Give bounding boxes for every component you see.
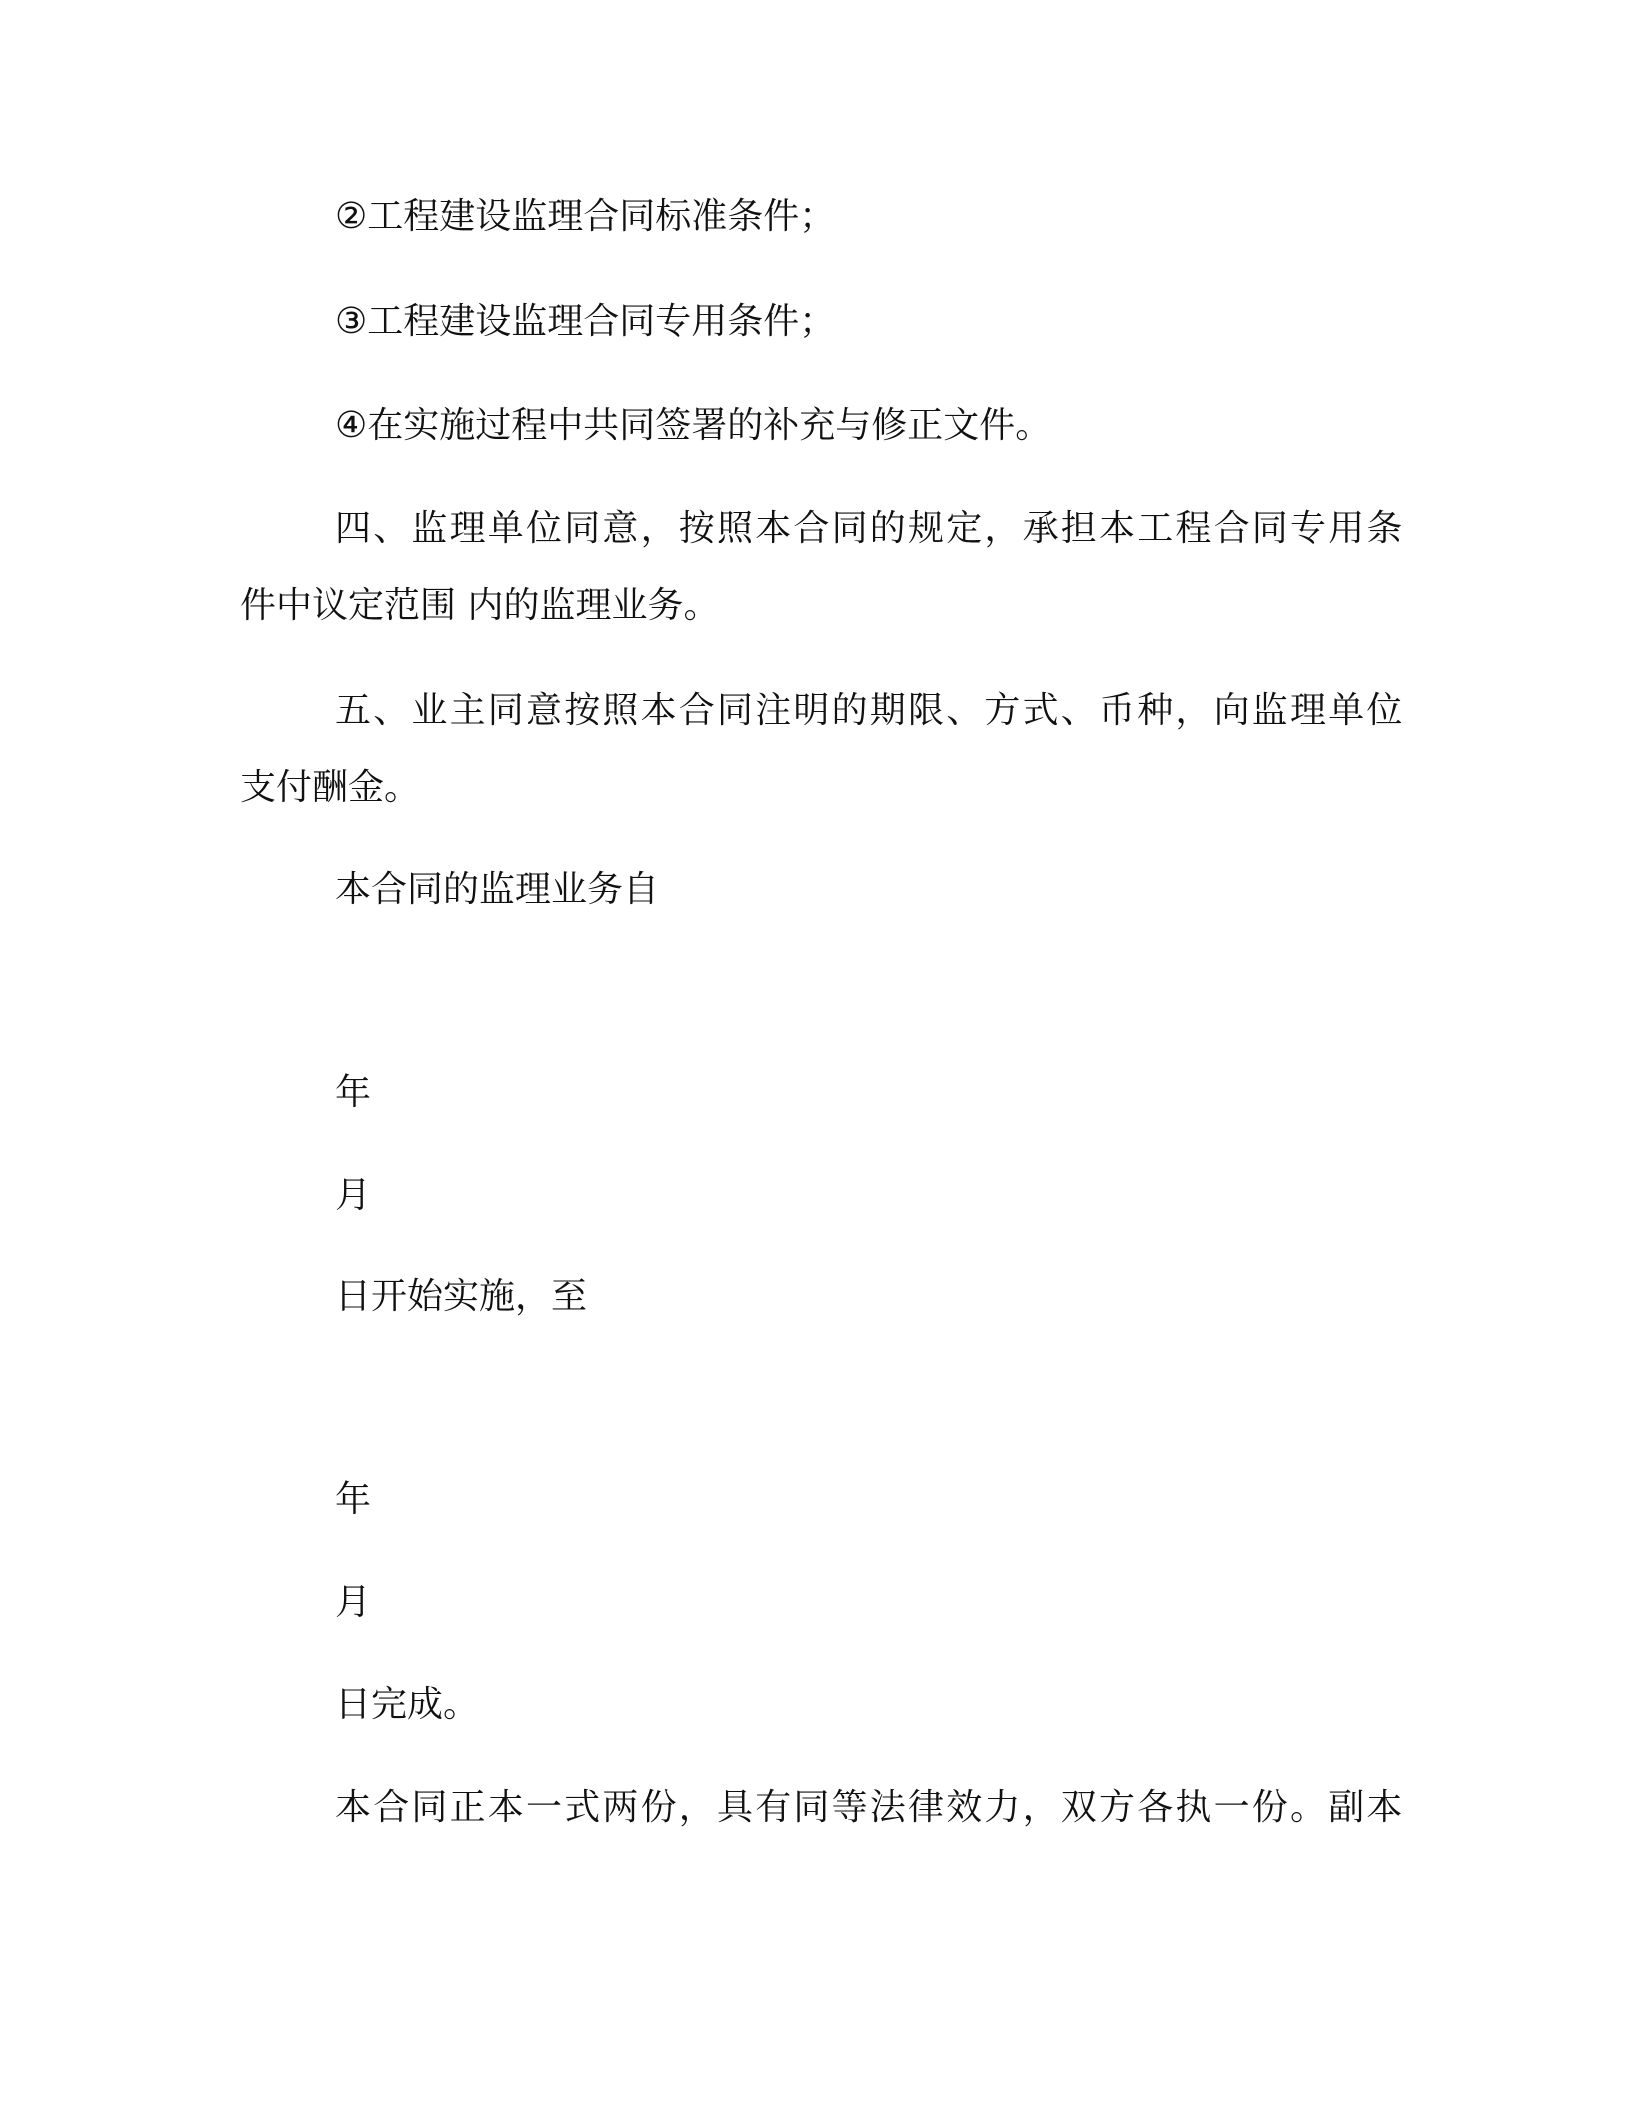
contract-item-4: ④在实施过程中共同签署的补充与修正文件。	[335, 405, 1052, 446]
clause-four-line-1: 四、监理单位同意，按照本合同的规定，承担本工程合同专用条	[335, 508, 1405, 549]
start-day-text: 日开始实施，至	[335, 1276, 588, 1317]
copies-clause-line: 本合同正本一式两份，具有同等法律效力，双方各执一份。副本	[335, 1787, 1405, 1828]
clause-five-line-2: 支付酬金。	[240, 767, 421, 808]
end-year-label: 年	[335, 1479, 372, 1520]
clause-four-line-2: 件中议定范围 内的监理业务。	[240, 585, 720, 626]
start-year-label: 年	[335, 1072, 372, 1113]
contract-item-3: ③工程建设监理合同专用条件；	[335, 301, 836, 342]
end-month-label: 月	[335, 1582, 372, 1623]
clause-five-line-1: 五、业主同意按照本合同注明的期限、方式、币种，向监理单位	[335, 690, 1405, 731]
contract-item-2: ②工程建设监理合同标准条件；	[335, 196, 836, 237]
start-month-label: 月	[335, 1175, 372, 1216]
end-day-text: 日完成。	[335, 1684, 480, 1725]
service-period-start-text: 本合同的监理业务自	[335, 869, 660, 910]
